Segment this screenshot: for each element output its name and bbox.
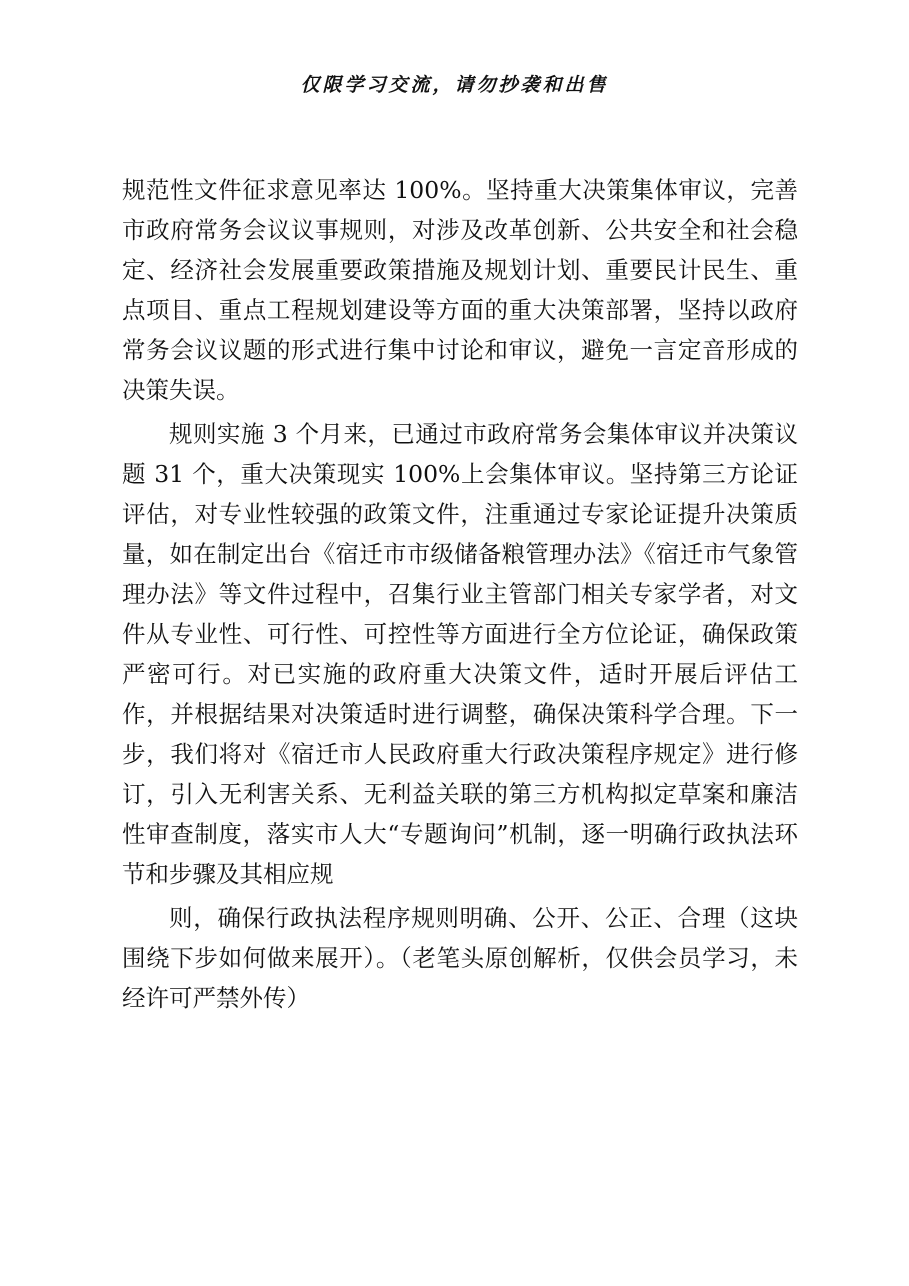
paragraph-3: 则，确保行政执法程序规则明确、公开、公正、合理（这块围绕下步如何做来展开）。（老笔头原创解析，仅供会员学习，未经许可严禁外传） <box>122 904 798 1012</box>
paragraph-2: 规则实施 3 个月来，已通过市政府常务会集体审议并决策议题 31 个，重大决策现实 100%上会集体审议。坚持第三方论证评估，对专业性较强的政策文件，注重通过专家论证提升决策质量，如在制定出台《宿迁市市级储备粮管理办法》《宿迁市气象管理办法》等文件过程中，召集行业主管部门相关专家学者，对文件从专业性、可行性、可控性等方面进行全方位论证，确保政策严密可行。对已实施的政府重大决策文件，适时开展后评估工作，并根据结果对决策适时进行调整，确保决策科学合理。下一步，我们将对《宿迁市人民政府重大行政决策程序规定》进行修订，引入无利害关系、无利益关联的第三方机构拟定草案和廉洁性审查制度，落实市人大“专题询问”机制，逐一明确行政执法环节和步骤及其相应规 <box>122 420 798 888</box>
page-header-notice: 仅限学习交流，请勿抄袭和出售 <box>300 74 609 96</box>
paragraph-1: 规范性文件征求意见率达 100%。坚持重大决策集体审议，完善市政府常务会议议事规则，对涉及改革创新、公共安全和社会稳定、经济社会发展重要政策措施及规划计划、重要民计民生、重点项目、重点工程规划建设等方面的重大决策部署，坚持以政府常务会议议题的形式进行集中讨论和审议，避免一言定音形成的决策失误。 <box>122 176 798 404</box>
document-body <box>122 170 798 1018</box>
